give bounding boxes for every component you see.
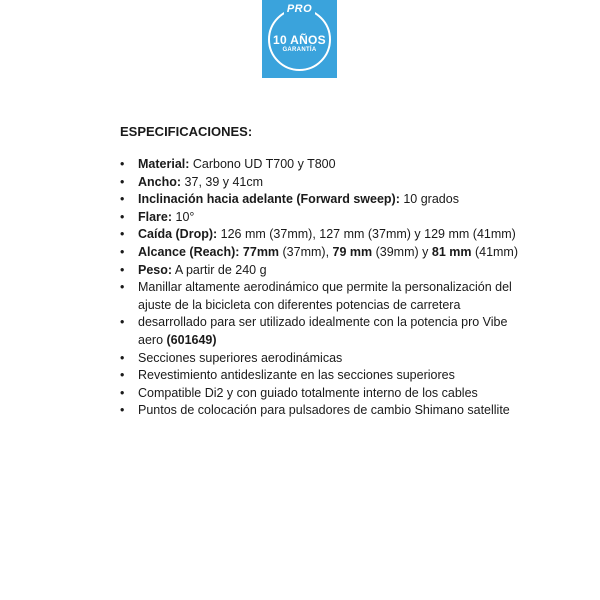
spec-stem-compat bbox=[120, 314, 530, 349]
spec-text: desarrollado para ser utilizado idealmente con la potencia pro Vibe aero bbox=[138, 315, 508, 347]
spec-reach bbox=[120, 244, 530, 262]
spec-value: 10° bbox=[172, 209, 195, 224]
pro-logo bbox=[262, 3, 337, 15]
spec-text: Secciones superiores aerodinámicas bbox=[138, 350, 343, 365]
spec-reach-text-1: (37mm), bbox=[279, 244, 333, 259]
spec-value: A partir de 240 g bbox=[172, 262, 267, 277]
spec-reach-text-2: (39mm) y bbox=[372, 244, 432, 259]
spec-value: 10 grados bbox=[399, 192, 459, 207]
spec-text: Revestimiento antideslizante en las secciones superiores bbox=[138, 368, 455, 383]
warranty-badge bbox=[262, 0, 337, 78]
spec-reach-text-3: (41mm) bbox=[471, 244, 519, 259]
spec-drop bbox=[120, 226, 530, 244]
spec-value: 126 mm (37mm), 127 mm (37mm) y 129 mm (41mm) bbox=[217, 227, 516, 242]
spec-reach-value-3: 81 mm bbox=[431, 244, 472, 259]
spec-reach-value-1: 77mm bbox=[239, 244, 280, 259]
spec-text: Manillar altamente aerodinámico que permite la personalización del ajuste de la bicicleta con diferentes potencias de carretera bbox=[138, 280, 512, 312]
spec-value: 37, 39 y 41cm bbox=[181, 174, 264, 189]
spec-label: Flare: bbox=[138, 209, 173, 224]
spec-label: Alcance (Reach): bbox=[138, 244, 240, 259]
spec-stem-code: (601649) bbox=[166, 332, 217, 347]
spec-flare bbox=[120, 209, 530, 227]
specifications-document bbox=[120, 124, 530, 420]
specifications-list bbox=[120, 156, 530, 420]
specifications-heading: ESPECIFICACIONES: bbox=[120, 124, 253, 139]
spec-aero-sections bbox=[120, 350, 530, 368]
spec-weight bbox=[120, 262, 530, 280]
spec-label: Material: bbox=[138, 157, 190, 171]
spec-label: Inclinación hacia adelante (Forward sweep): bbox=[138, 192, 400, 207]
spec-material bbox=[120, 156, 530, 174]
spec-label: Caída (Drop): bbox=[138, 227, 218, 242]
badge-warranty: GARANTÍA bbox=[282, 47, 317, 53]
spec-di2 bbox=[120, 385, 530, 403]
spec-label: Ancho: bbox=[138, 174, 182, 189]
spec-value: Carbono UD T700 y T800 bbox=[189, 157, 336, 171]
spec-text: Puntos de colocación para pulsadores de cambio Shimano satellite bbox=[138, 403, 510, 418]
badge-years: 10 AÑOS bbox=[272, 33, 326, 47]
spec-coating bbox=[120, 367, 530, 385]
spec-label: Peso: bbox=[138, 262, 173, 277]
spec-aero-handlebar bbox=[120, 279, 530, 314]
spec-text: Compatible Di2 y con guiado totalmente interno de los cables bbox=[138, 385, 478, 400]
spec-shimano bbox=[120, 402, 530, 420]
spec-width bbox=[120, 174, 530, 192]
spec-reach-value-2: 79 mm bbox=[332, 244, 373, 259]
pro-logo-text: PRO bbox=[284, 3, 315, 15]
spec-forward-sweep bbox=[120, 191, 530, 209]
